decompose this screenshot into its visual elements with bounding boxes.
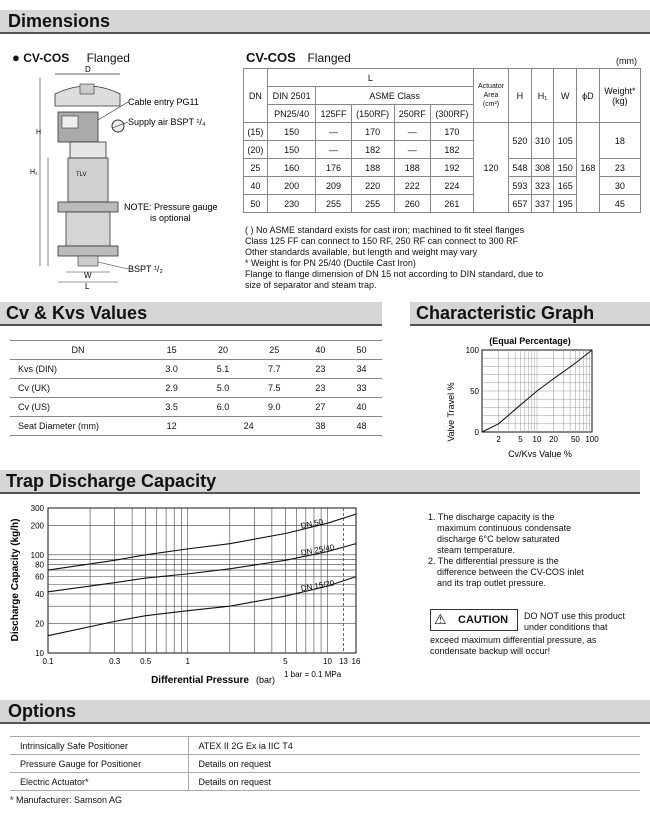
gauge-note-2: is optional (150, 213, 191, 223)
char-xlabel: Cv/Kvs Value % (508, 449, 572, 459)
char-xtick: 20 (549, 435, 559, 444)
trap-xtick: 0.5 (140, 657, 152, 666)
trap-xtick: 13 (338, 657, 348, 666)
th-din: DIN 2501 (267, 87, 316, 105)
table-row: Intrinsically Safe Positioner ATEX II 2G Ex ia IIC T4 (10, 737, 640, 755)
th-pn: PN25/40 (267, 105, 316, 123)
options-footnote: * Manufacturer: Samson AG (10, 795, 123, 805)
trap-ytick: 20 (35, 619, 44, 629)
dim-l: L (85, 282, 90, 290)
supply-air-label: Supply air BSPT ¹/₄ (128, 117, 206, 127)
caution-label: CAUTION (458, 614, 509, 626)
warning-icon: ⚠ (434, 611, 447, 627)
char-ytick: 0 (474, 428, 479, 437)
table-row: (15) 150 — 170 — 170 120 520 310 105 168 18 (244, 123, 641, 141)
char-xtick: 5 (518, 435, 523, 444)
dimension-table (243, 68, 641, 213)
gauge-note-1: NOTE: Pressure gauge (124, 202, 218, 212)
th-dn: DN (244, 69, 268, 123)
trap-curve-label: DN 25/40 (300, 542, 335, 558)
bspt-half-label: BSPT ¹/₂ (128, 264, 163, 274)
trap-frame (48, 508, 356, 653)
th-h1: H₁ (531, 69, 554, 123)
char-ytick: 50 (470, 387, 479, 396)
trap-ytick: 300 (30, 504, 44, 513)
dim-h1: H₁ (30, 169, 38, 176)
table-row: Pressure Gauge for Positioner Details on request (10, 755, 640, 773)
th-phid: ϕD (577, 69, 600, 123)
char-xtick: 2 (496, 435, 501, 444)
trap-header (0, 470, 640, 494)
trap-xtick: 0.1 (42, 657, 54, 666)
th-w: W (554, 69, 577, 123)
phid-value: 168 (577, 123, 600, 213)
th-125ff: 125FF (316, 105, 351, 123)
table-row: Kvs (DIN) 3.0 5.1 7.7 23 34 (10, 360, 382, 379)
char-ytick: 100 (465, 346, 479, 355)
table-row: Cv (UK) 2.9 5.0 7.5 23 33 (10, 379, 382, 398)
trap-ytick: 60 (35, 572, 44, 582)
th-150rf: (150RF) (351, 105, 394, 123)
table-row: (20) 150 — 182 — 182 (244, 141, 641, 159)
trap-ytick: 40 (35, 589, 44, 599)
trap-ylabel: Discharge Capacity (kg/h) (10, 518, 21, 642)
caution-text-1: DO NOT use this product under conditions that (524, 611, 625, 632)
valve-drawing (0, 64, 240, 290)
table-row: Electric Actuator* Details on request (10, 773, 640, 791)
trap-title: Trap Discharge Capacity (6, 471, 217, 491)
trap-ytick: 10 (35, 649, 44, 658)
left-model-type: Flanged (86, 51, 130, 65)
table-row: 25 160 176 188 188 192 548 308 150 23 (244, 159, 641, 177)
caution-box (430, 609, 518, 631)
left-model-name: CV-COS (23, 51, 70, 65)
dim-d: D (85, 65, 91, 74)
tlv-mark: TLV (76, 172, 87, 178)
options-header (0, 700, 650, 724)
dim-w: W (84, 271, 92, 280)
trap-xtick: 1 (185, 657, 190, 666)
table-row: 50 230 255 255 260 261 657 337 195 45 (244, 195, 641, 213)
trap-xlabel: Differential Pressure (151, 675, 249, 686)
th-l: L (267, 69, 473, 87)
left-model-title: ● CV-COS Flanged (12, 50, 130, 65)
char-title: Characteristic Graph (416, 303, 595, 323)
table-title (246, 50, 351, 65)
cable-entry-label: Cable entry PG11 (128, 97, 199, 107)
table-type: Flanged (307, 51, 351, 65)
th-300rf: (300RF) (430, 105, 473, 123)
th-actuator: Actuator Area (cm²) (473, 69, 508, 123)
dimensions-title: Dimensions (8, 11, 111, 31)
trap-curve-label: DN 50 (299, 517, 324, 531)
char-subtitle: (Equal Percentage) (489, 336, 571, 346)
cv-title: Cv & Kvs Values (6, 303, 148, 323)
char-xtick: 10 (532, 435, 542, 444)
caution-text-2: exceed maximum differential pressure, as condensate backup will occur! (430, 635, 597, 656)
trap-xunit: (bar) (256, 675, 276, 685)
options-title: Options (8, 701, 76, 721)
trap-curve-label: DN 15/20 (300, 578, 335, 594)
trap-xtick: 10 (323, 657, 332, 666)
trap-xtick: 0.3 (109, 657, 121, 666)
trap-ytick: 200 (30, 521, 44, 531)
char-ylabel: Valve Travel % (446, 382, 456, 442)
trap-conversion: 1 bar = 0.1 MPa (284, 670, 342, 679)
unit-label: (mm) (616, 56, 637, 66)
dimensions-header (0, 10, 650, 34)
dim-h: H (36, 129, 42, 136)
trap-ytick: 100 (30, 550, 44, 560)
trap-ytick: 80 (35, 560, 44, 570)
char-xtick: 50 (570, 435, 580, 444)
characteristic-chart (440, 332, 610, 462)
char-header (410, 302, 650, 326)
actuator-area-value: 120 (473, 123, 508, 213)
dimension-notes: ( ) No ASME standard exists for cast iron; machined to fit steel flanges Class 125 FF can connect to 150 RF, 250 RF can connect to 300 RF Other standards available, but length and weight may vary * Weight is for PN 25/40 (Ductile Cast Iron) Flange to flange dimension of DN 15 not according to DIN standard, due to size of separator and steam trap. (245, 225, 544, 290)
th-asme: ASME Class (316, 87, 473, 105)
discharge-chart (0, 500, 380, 690)
th-weight: Weight* (kg) (599, 69, 640, 123)
cv-header (0, 302, 382, 326)
trap-xtick: 16 (351, 657, 361, 666)
table-row: 40 200 209 220 222 224 593 323 165 30 (244, 177, 641, 195)
table-row: Seat Diameter (mm) 12 24 38 48 (10, 417, 382, 436)
table-row: Cv (US) 3.5 6.0 9.0 27 40 (10, 398, 382, 417)
table-model: CV-COS (246, 50, 296, 65)
th-250rf: 250RF (394, 105, 430, 123)
char-xtick: 100 (585, 435, 599, 444)
th-h: H (509, 69, 532, 123)
trap-notes: 1. The discharge capacity is the maximum continuous condensate discharge 6°C below saturated steam temperature. 2. The differential pressure is the difference between the CV-COS inlet and its trap outlet pressure. (428, 512, 584, 588)
cv-table: DN 15 20 25 40 50 Kvs (DIN) 3.0 5.1 7.7 23 34 Cv (UK) 2.9 5.0 7.5 23 33 Cv (US) 3.5 6.0 9.0 27 40 Seat Diameter (mm) 12 24 38 48 (10, 340, 382, 436)
options-table (10, 736, 640, 791)
trap-xtick: 5 (283, 657, 288, 666)
